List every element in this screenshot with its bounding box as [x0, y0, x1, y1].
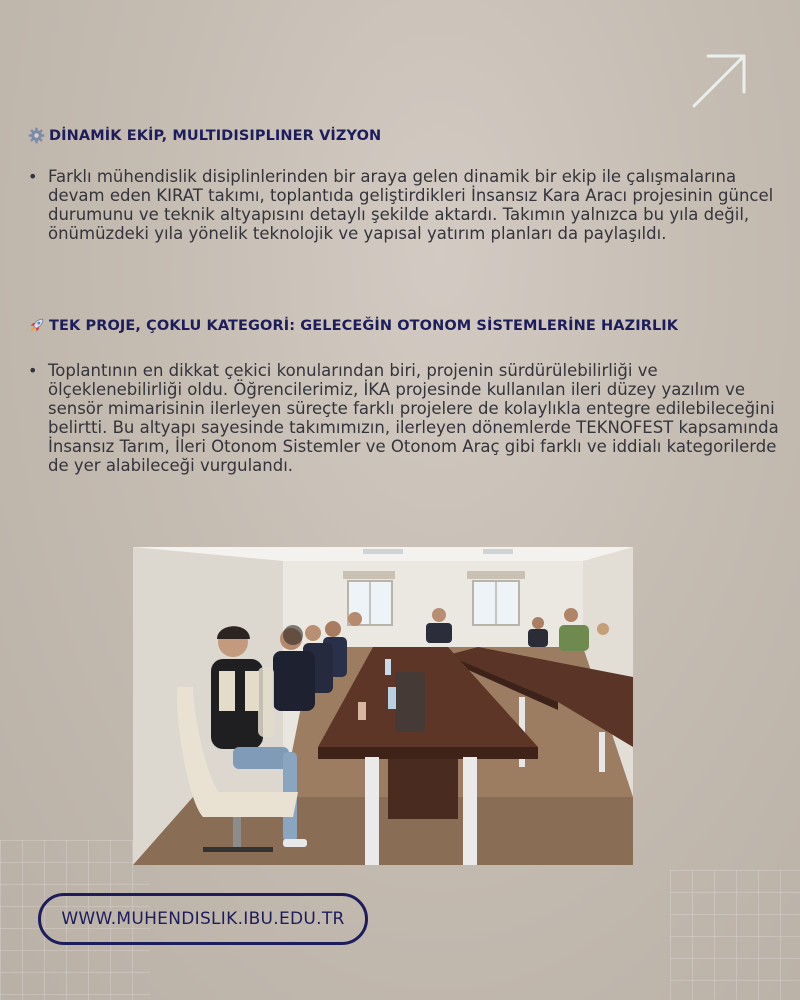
section-body-2 — [28, 361, 792, 475]
section-heading-2 — [28, 317, 678, 334]
gear-icon — [28, 127, 45, 144]
section-body-1 — [28, 167, 792, 243]
grid-decoration-right — [670, 870, 800, 1000]
section-heading-2-text: TEK PROJE, ÇOKLU KATEGORİ: GELECEĞİN OTONOM SİSTEMLERİNE HAZIRLIK — [49, 317, 679, 334]
bullet-marker: • — [28, 167, 38, 186]
section-heading-1-text: DİNAMİK EKİP, MULTIDISIPLINER VİZYON — [49, 127, 382, 144]
section-body-2-text: Toplantının en dikkat çekici konularından biri, projenin sürdürülebilirliği ve ölçeklenebilirliği oldu. Öğrencilerimiz, İKA projesinde kullanılan ileri düzey yazılım ve sensör mimarisinin ilerleyen süreçte farklı projelere de kolaylıkla entegre edilebileceğini belirtti. Bu altyapı sayesinde takımımızın, ilerleyen dönemlerde TEKNOFEST kapsamında İnsansız Tarım, İleri Otonom Sistemler ve Otonom Araç gibi farklı ve iddialı kategorilerde de yer alabileceği vurgulandı. — [48, 361, 779, 475]
meeting-photo — [133, 547, 633, 865]
section-heading-1 — [28, 127, 381, 144]
bullet-marker: • — [28, 361, 38, 380]
arrow-up-right-icon — [690, 52, 748, 110]
rocket-icon — [28, 317, 45, 334]
website-url-link[interactable] — [38, 893, 368, 945]
section-body-1-text: Farklı mühendislik disiplinlerinden bir araya gelen dinamik bir ekip ile çalışmalarına devam eden KIRAT takımı, toplantıda geliştirdikleri İnsansız Kara Aracı projesinin güncel durumunu ve teknik altyapısını detaylı şekilde aktardı. Takımın yalnızca bu yıla değil, önümüzdeki yıla yönelik teknolojik ve yapısal yatırım planları da paylaşıldı. — [48, 167, 774, 243]
website-url-text: WWW.MUHENDISLIK.IBU.EDU.TR — [61, 909, 345, 929]
